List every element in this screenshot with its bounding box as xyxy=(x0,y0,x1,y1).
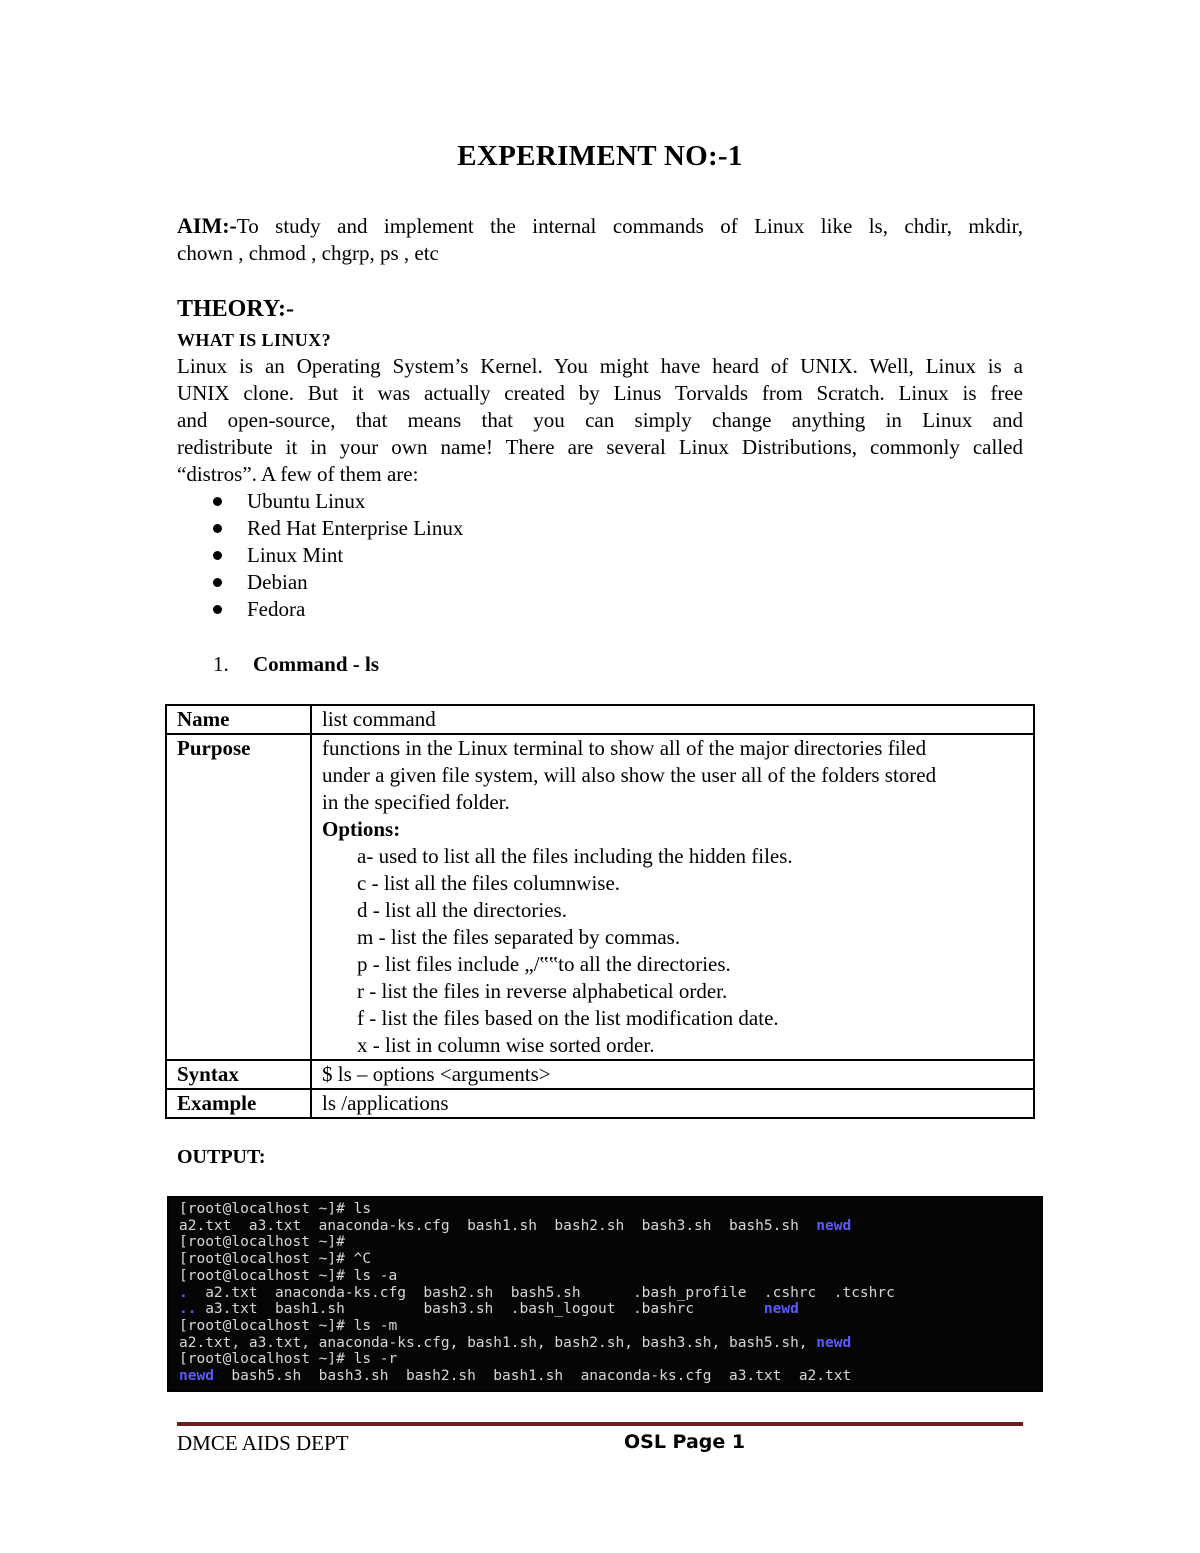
terminal-dir: .. xyxy=(179,1301,197,1318)
purpose-line: functions in the Linux terminal to show all of the major directories filed xyxy=(322,736,927,760)
command-heading xyxy=(213,652,379,677)
terminal-line: [root@localhost ~]# ^C xyxy=(179,1251,372,1268)
terminal-screenshot xyxy=(167,1196,1043,1392)
command-table xyxy=(165,704,1035,1119)
list-item xyxy=(210,542,463,569)
bullet-icon xyxy=(213,524,222,533)
aim-line-1 xyxy=(177,212,1023,240)
aim-label: AIM:- xyxy=(177,213,237,238)
list-item xyxy=(210,488,463,515)
terminal-line: a2.txt a3.txt anaconda-ks.cfg bash1.sh bash2.sh bash3.sh bash5.sh xyxy=(179,1217,817,1234)
footer-divider xyxy=(177,1422,1023,1426)
option-item: m - list the files separated by commas. xyxy=(357,925,681,949)
terminal-line: a3.txt bash1.sh bash3.sh .bash_logout .bashrc xyxy=(196,1301,764,1318)
option-item: c - list all the files columnwise. xyxy=(357,871,621,895)
command-title: Command - ls xyxy=(253,652,380,676)
table-row xyxy=(166,1089,1034,1118)
purpose-line: under a given file system, will also show the user all of the folders stored xyxy=(322,763,937,787)
terminal-line: [root@localhost ~]# ls -r xyxy=(179,1351,398,1368)
distro-name: Red Hat Enterprise Linux xyxy=(247,516,464,540)
what-is-linux-heading: WHAT IS LINUX? xyxy=(177,330,331,350)
footer-department: DMCE AIDS DEPT xyxy=(177,1431,349,1455)
table-row xyxy=(166,734,1034,1060)
page-title: EXPERIMENT NO:-1 xyxy=(457,140,743,172)
option-item: p - list files include „/‟‟to all the directories. xyxy=(357,952,731,976)
table-key: Purpose xyxy=(166,734,311,1060)
bullet-icon xyxy=(213,497,222,506)
table-row xyxy=(166,1060,1034,1089)
terminal-dir: newd xyxy=(763,1301,799,1318)
terminal-line: [root@localhost ~]# ls -a xyxy=(179,1267,398,1284)
table-key: Name xyxy=(166,705,311,734)
table-row xyxy=(166,705,1034,734)
terminal-dir: newd xyxy=(179,1368,214,1385)
paragraph-line: “distros”. A few of them are: xyxy=(177,462,419,486)
table-key: Syntax xyxy=(166,1060,311,1089)
command-number: 1. xyxy=(213,652,229,676)
distro-name: Debian xyxy=(247,570,308,594)
list-item xyxy=(210,515,463,542)
option-item: f - list the files based on the list modification date. xyxy=(357,1006,779,1030)
terminal-dir: newd xyxy=(816,1334,852,1351)
bullet-icon xyxy=(213,551,222,560)
footer-page-number: OSL Page 1 xyxy=(624,1431,746,1453)
terminal-dir: newd xyxy=(816,1217,852,1234)
linux-paragraph xyxy=(177,353,1023,488)
bullet-icon xyxy=(213,578,222,587)
table-key: Example xyxy=(166,1089,311,1118)
distro-list xyxy=(210,488,463,623)
theory-heading: THEORY:- xyxy=(177,296,294,322)
option-item: d - list all the directories. xyxy=(357,898,567,922)
bullet-icon xyxy=(213,605,222,614)
distro-name: Fedora xyxy=(247,597,306,621)
paragraph-line: and open-source, that means that you can simply change anything in Linux and xyxy=(177,408,1023,432)
table-value: list command xyxy=(311,705,1034,734)
purpose-cell xyxy=(311,734,1034,1060)
output-label: OUTPUT: xyxy=(177,1146,266,1168)
paragraph-line: UNIX clone. But it was actually created by Linus Torvalds from Scratch. Linux is free xyxy=(177,381,1023,405)
terminal-line: [root@localhost ~]# ls -m xyxy=(179,1317,398,1334)
table-value: ls /applications xyxy=(311,1089,1034,1118)
aim-section xyxy=(177,212,1023,267)
terminal-line: [root@localhost ~]# ls xyxy=(179,1201,372,1217)
option-item: x - list in column wise sorted order. xyxy=(357,1033,655,1057)
table-value: $ ls – options <arguments> xyxy=(311,1060,1034,1089)
options-title: Options: xyxy=(322,817,401,841)
terminal-dir: . xyxy=(179,1284,188,1301)
paragraph-line: redistribute it in your own name! There are several Linux Distributions, commonly called xyxy=(177,435,1023,459)
distro-name: Ubuntu Linux xyxy=(247,489,366,513)
paragraph-line: Linux is an Operating System’s Kernel. You might have heard of UNIX. Well, Linux is a xyxy=(177,354,1023,378)
terminal-line: [root@localhost ~]# xyxy=(179,1234,345,1251)
aim-text-2: chown , chmod , chgrp, ps , etc xyxy=(177,241,439,265)
distro-name: Linux Mint xyxy=(247,543,344,567)
list-item xyxy=(210,596,463,623)
terminal-line: bash5.sh bash3.sh bash2.sh bash1.sh anaconda-ks.cfg a3.txt a2.txt xyxy=(213,1368,852,1385)
aim-text-1: To study and implement the internal commands of Linux like ls, chdir, mkdir, xyxy=(236,214,1023,238)
terminal-line: a2.txt, a3.txt, anaconda-ks.cfg, bash1.sh, bash2.sh, bash3.sh, bash5.sh, xyxy=(179,1334,817,1351)
option-item: a- used to list all the files including the hidden files. xyxy=(357,844,793,868)
list-item xyxy=(210,569,463,596)
purpose-line: in the specified folder. xyxy=(322,790,510,814)
option-item: r - list the files in reverse alphabetical order. xyxy=(357,979,728,1003)
terminal-line: a2.txt anaconda-ks.cfg bash2.sh bash5.sh .bash_profile .cshrc .tcshrc xyxy=(187,1284,895,1301)
